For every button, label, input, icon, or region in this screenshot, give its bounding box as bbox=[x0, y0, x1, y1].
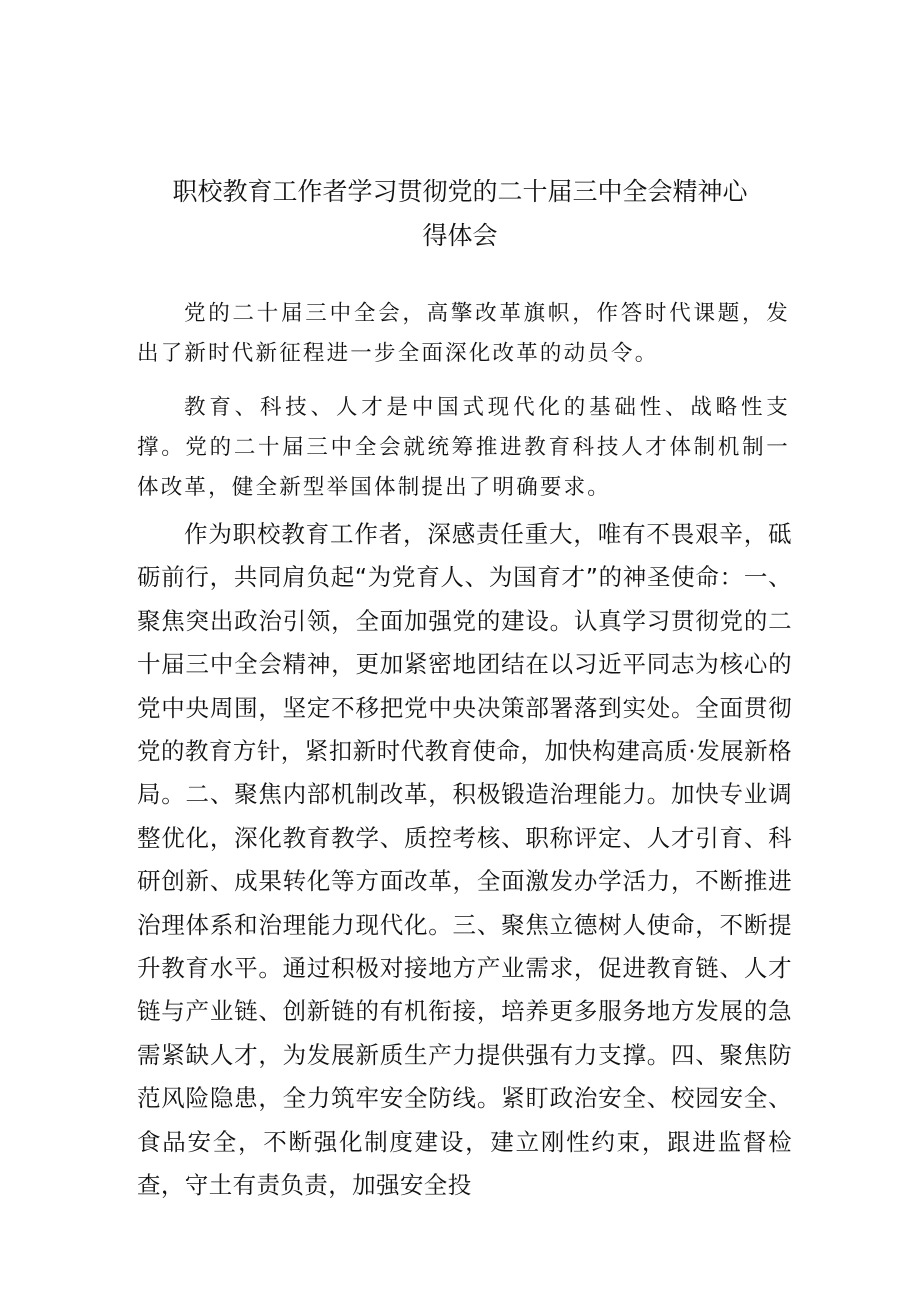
title-line-2: 得体会 bbox=[422, 221, 498, 250]
title-line-1: 职校教育工作者学习贯彻党的二十届三中全会精神心 bbox=[172, 177, 748, 206]
document-title bbox=[0, 170, 920, 258]
paragraph-2: 教育、科技、人才是中国式现代化的基础性、战略性支撑。党的二十届三中全会就统筹推进教育科技人才体制机制一体改革，健全新型举国体制提出了明确要求。 bbox=[137, 395, 790, 500]
paragraph-1: 党的二十届三中全会，高擎改革旗帜，作答时代课题，发出了新时代新征程进一步全面深化改革的动员令。 bbox=[137, 301, 790, 366]
paragraph-3: 作为职校教育工作者，深感责任重大，唯有不畏艰辛，砥砺前行，共同肩负起“为党育人、为国育才”的神圣使命：一、聚焦突出政治引领，全面加强党的建设。认真学习贯彻党的二十届三中全会精神，更加紧密地团结在以习近平同志为核心的党中央周围，坚定不移把党中央决策部署落到实处。全面贯彻党的教育方针，紧扣新时代教育使命，加快构建高质·发展新格局。二、聚焦内部机制改革，积极锻造治理能力。加快专业调整优化，深化教育教学、质控考核、职称评定、人才引育、科研创新、成果转化等方面改革，全面激发办学活力，不断推进治理体系和治理能力现代化。三、聚焦立德树人使命，不断提升教育水平。通过积极对接地方产业需求，促进教育链、人才链与产业链、创新链的有机衔接，培养更多服务地方发展的急需紧缺人才，为发展新质生产力提供强有力支撑。四、聚焦防范风险隐患，全力筑牢安全防线。紧盯政治安全、校园安全、食品安全，不断强化制度建设，建立刚性约束，跟进监督检查，守土有责负责，加强安全投 bbox=[137, 520, 792, 1200]
